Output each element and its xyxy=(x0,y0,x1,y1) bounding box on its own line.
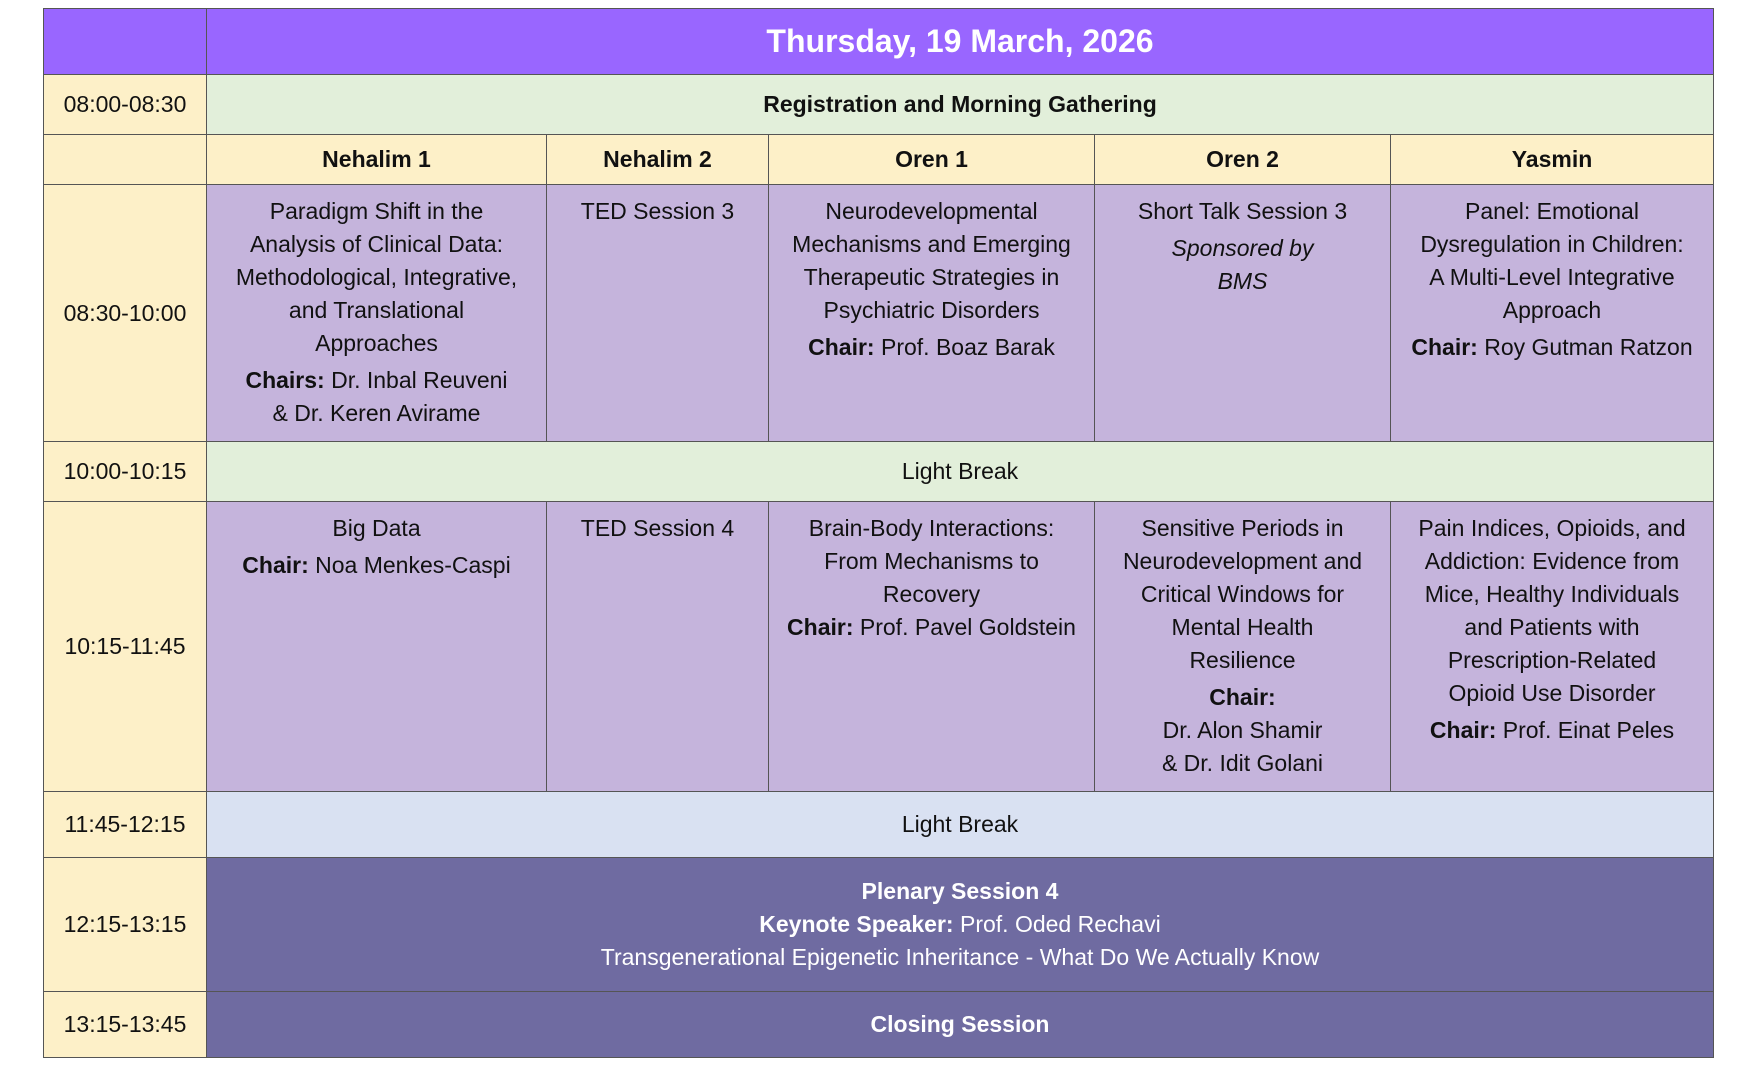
session-cell xyxy=(207,502,547,792)
session-title-line: Methodological, Integrative, xyxy=(235,264,518,290)
session-cell xyxy=(1391,502,1714,792)
room-header-nehalim-2: Nehalim 2 xyxy=(547,135,769,185)
time-cell: 08:30-10:00 xyxy=(44,185,207,442)
chair-label: Chair: xyxy=(1411,334,1478,360)
session-title-line: Opioid Use Disorder xyxy=(1448,680,1656,706)
chair-name: Prof. Boaz Barak xyxy=(880,334,1055,360)
session-title-line: Neurodevelopment and xyxy=(1122,548,1363,574)
room-header-yasmin: Yasmin xyxy=(1391,135,1714,185)
session-cell xyxy=(547,185,769,442)
session-title: TED Session 3 xyxy=(580,198,735,224)
chair-name-2: & Dr. Idit Golani xyxy=(1161,750,1324,776)
session-title: Short Talk Session 3 xyxy=(1137,198,1348,224)
session-title-line: Psychiatric Disorders xyxy=(823,297,1040,323)
plenary-title: Plenary Session 4 xyxy=(861,878,1059,904)
session-title: TED Session 4 xyxy=(580,515,735,541)
session-chair xyxy=(1399,714,1705,747)
session-chair xyxy=(777,611,1086,644)
keynote-label: Keynote Speaker: xyxy=(759,911,954,937)
room-header-oren-1: Oren 1 xyxy=(769,135,1095,185)
session-cell xyxy=(769,185,1095,442)
chair-name: Prof. Pavel Goldstein xyxy=(859,614,1076,640)
session-sponsor xyxy=(1103,232,1382,298)
keynote-speaker: Prof. Oded Rechavi xyxy=(959,911,1161,937)
session-title xyxy=(1103,512,1382,677)
sponsor-line: Sponsored by xyxy=(1171,235,1314,261)
time-cell: 08:00-08:30 xyxy=(44,75,207,135)
session-title xyxy=(777,512,1086,611)
session-title-line: Critical Windows for xyxy=(1140,581,1345,607)
session-title-line: Panel: Emotional xyxy=(1465,198,1639,224)
chair-label: Chairs: xyxy=(245,367,325,393)
session-cell xyxy=(207,185,547,442)
chair-label: Chair: xyxy=(787,614,854,640)
session-chair xyxy=(1399,331,1705,364)
chair-label: Chair: xyxy=(242,552,309,578)
time-cell: 11:45-12:15 xyxy=(44,792,207,858)
session-title-line: Recovery xyxy=(882,581,981,607)
session-title-line: Mental Health xyxy=(1171,614,1314,640)
sponsor-name: BMS xyxy=(1217,268,1268,294)
session-title xyxy=(1399,195,1705,327)
session-title-line: Therapeutic Strategies in xyxy=(803,264,1060,290)
session-title-line: Prescription-Related xyxy=(1447,647,1657,673)
session-cell xyxy=(1095,185,1391,442)
chair-name: Roy Gutman Ratzon xyxy=(1484,334,1693,360)
time-cell: 10:15-11:45 xyxy=(44,502,207,792)
session-chair xyxy=(215,364,538,397)
session-chair xyxy=(215,549,538,582)
session-title: Big Data xyxy=(332,515,421,541)
break-cell: Light Break xyxy=(207,792,1714,858)
session-title-line: Neurodevelopmental xyxy=(825,198,1038,224)
session-title-line: A Multi-Level Integrative xyxy=(1429,264,1675,290)
keynote-talk-title: Transgenerational Epigenetic Inheritance - What Do We Actually Know xyxy=(600,944,1320,970)
session-title-line: Sensitive Periods in xyxy=(1141,515,1344,541)
session-chair xyxy=(777,331,1086,364)
chair-name: Dr. Inbal Reuveni xyxy=(331,367,508,393)
session-cell xyxy=(547,502,769,792)
time-cell: 10:00-10:15 xyxy=(44,442,207,502)
session-title xyxy=(777,195,1086,327)
chair-label: Chair: xyxy=(1209,684,1276,710)
chair-label: Chair: xyxy=(1429,717,1497,743)
session-title-line: Resilience xyxy=(1189,647,1296,673)
time-cell: 13:15-13:45 xyxy=(44,992,207,1058)
schedule-table xyxy=(43,8,1714,1058)
room-header-nehalim-1: Nehalim 1 xyxy=(207,135,547,185)
session-cell xyxy=(1095,502,1391,792)
closing-session-cell: Closing Session xyxy=(207,992,1714,1058)
session-title-line: and Translational xyxy=(288,297,465,323)
chair-name: Prof. Einat Peles xyxy=(1502,717,1675,743)
session-title-line: Approaches xyxy=(315,330,438,356)
room-header-oren-2: Oren 2 xyxy=(1095,135,1391,185)
chair-name-2: & Dr. Keren Avirame xyxy=(272,400,481,426)
day-title: Thursday, 19 March, 2026 xyxy=(207,9,1714,75)
chair-name: Noa Menkes-Caspi xyxy=(315,552,511,578)
break-cell: Light Break xyxy=(207,442,1714,502)
time-cell: 12:15-13:15 xyxy=(44,858,207,992)
keynote-line xyxy=(215,908,1705,941)
session-title-line: Paradigm Shift in the xyxy=(269,198,484,224)
chair-label: Chair: xyxy=(808,334,875,360)
session-title xyxy=(1399,512,1705,710)
session-title-line: Brain-Body Interactions: xyxy=(808,515,1055,541)
session-title-line: Mechanisms and Emerging xyxy=(792,231,1071,257)
session-title-line: Addiction: Evidence from xyxy=(1424,548,1680,574)
session-title xyxy=(215,195,538,360)
session-cell xyxy=(769,502,1095,792)
session-title-line: Pain Indices, Opioids, and xyxy=(1418,515,1686,541)
session-title-line: Analysis of Clinical Data: xyxy=(249,231,504,257)
plenary-cell xyxy=(207,858,1714,992)
session-title-line: Dysregulation in Children: xyxy=(1420,231,1684,257)
session-title-line: Approach xyxy=(1502,297,1602,323)
schedule-page xyxy=(43,8,1713,1058)
session-cell xyxy=(1391,185,1714,442)
chair-name: Dr. Alon Shamir xyxy=(1162,717,1323,743)
room-header-corner xyxy=(44,135,207,185)
title-corner-cell xyxy=(44,9,207,75)
session-title-line: From Mechanisms to xyxy=(824,548,1039,574)
registration-cell: Registration and Morning Gathering xyxy=(207,75,1714,135)
session-title-line: and Patients with xyxy=(1464,614,1640,640)
session-title-line: Mice, Healthy Individuals xyxy=(1424,581,1680,607)
